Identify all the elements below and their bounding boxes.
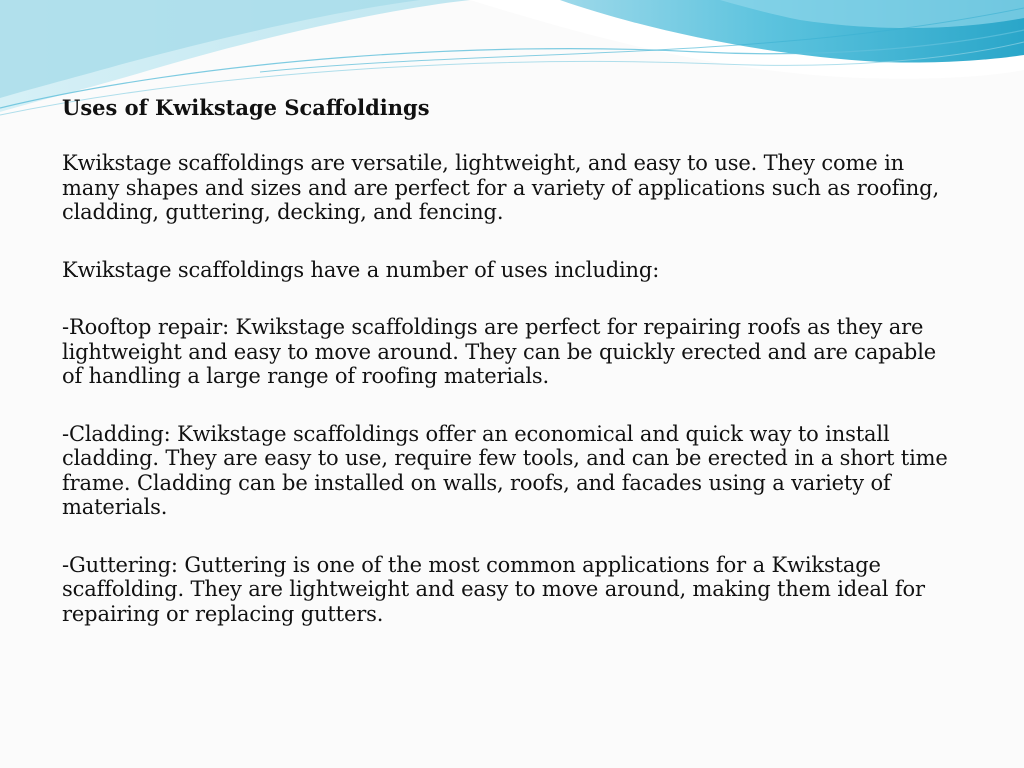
paragraph-intro: Kwikstage scaffoldings are versatile, lightweight, and easy to use. They come in many shapes and sizes and are perfect for a variety of applications such as roofing, cladding, guttering, decking, and fencing. — [62, 151, 939, 224]
slide-title: Uses of Kwikstage Scaffoldings — [62, 95, 430, 120]
paragraph-uses-lead: Kwikstage scaffoldings have a number of uses including: — [62, 257, 660, 282]
slide-content — [62, 95, 962, 659]
paragraph-cladding: -Cladding: Kwikstage scaffoldings offer an economical and quick way to install cladding. They are easy to use, require few tools, and can be erected in a short time frame. Cladding can be installed on walls, roofs, and facades using a variety of materials. — [62, 421, 948, 519]
paragraph-rooftop-repair: -Rooftop repair: Kwikstage scaffoldings are perfect for repairing roofs as they are lightweight and easy to move around. They can be quickly erected and are capable of handling a large range of roofing materials. — [62, 315, 937, 388]
paragraph-guttering: -Guttering: Guttering is one of the most common applications for a Kwikstage scaffolding. They are lightweight and easy to move around, making them ideal for repairing or replacing gutters. — [62, 552, 925, 626]
